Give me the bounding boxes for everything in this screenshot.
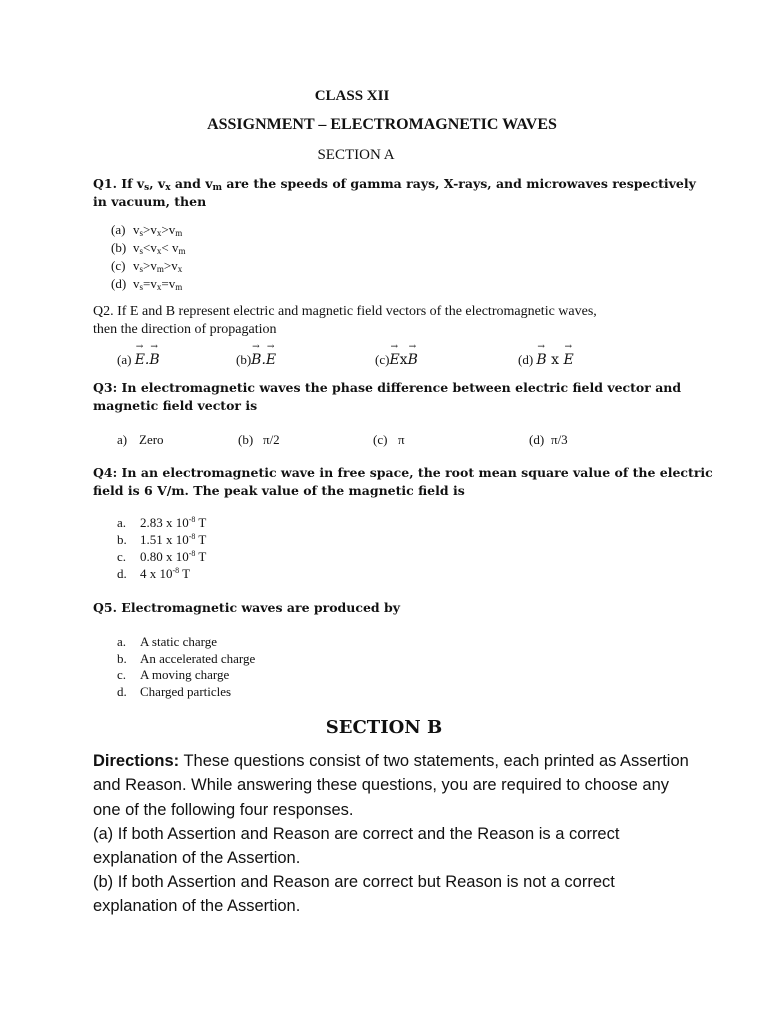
q5-option-d-text: Charged particles (140, 684, 232, 699)
q4-option-b-label: b. (117, 532, 127, 547)
q1-option-d-part: v (133, 276, 140, 291)
q1-text-post: are the speeds of gamma rays, X-rays, and microwaves respectively (222, 176, 696, 191)
q4-option-b-unit: T (195, 532, 207, 547)
q4-option-a-exponent: -8 (188, 515, 196, 524)
q4-option-d-base: 4 x 10 (140, 566, 173, 581)
q5-option-d-label: d. (117, 684, 127, 699)
q2-option-d-operator: x (551, 352, 560, 368)
q4-option-d-label: d. (117, 566, 127, 581)
q1-option-a-sub: x (156, 228, 162, 238)
q4-question-line1: Q4: In an electromagnetic wave in free space, the root mean square value of the electric (93, 465, 713, 480)
q1-option-b-part: <v (143, 240, 157, 255)
q1-option-a (111, 222, 182, 238)
q5-option-c-label: c. (117, 667, 127, 682)
q5-option-a (117, 634, 217, 650)
q2-option-a-label: (a) (117, 352, 132, 367)
q2-option-b-vector-1: → B (251, 352, 261, 368)
q1-text-mid2: and v (170, 176, 213, 191)
q3-option-c-label: (c) (373, 432, 388, 447)
q1-option-d-sub: s (139, 282, 144, 292)
q4-option-c-label: c. (117, 549, 127, 564)
q5-option-b-text: An accelerated charge (140, 651, 256, 666)
q2-question-line1: Q2. If E and B represent electric and magnetic field vectors of the electromagnetic waves, (93, 304, 597, 319)
section-b-response-b: (b) If both Assertion and Reason are correct but Reason is not a correct explanation of the Assertion. (93, 873, 615, 916)
q1-option-c-sub: x (177, 264, 183, 274)
q3-option-c (373, 432, 405, 448)
q4-option-d-exponent: -8 (172, 566, 180, 575)
q3-option-d (529, 432, 568, 448)
q1-option-d-part: =v (143, 276, 157, 291)
q1-option-a-sub: s (139, 228, 144, 238)
q4-option-c-base: 0.80 x 10 (140, 549, 189, 564)
q5-option-b-label: b. (117, 651, 127, 666)
q1-option-c-sub: s (139, 264, 144, 274)
q2-option-a-vector-2: → B (149, 352, 159, 368)
q2-option-b-vector-2: → E (266, 352, 276, 368)
q2-question-line2: then the direction of propagation (93, 322, 277, 337)
q4-option-a-unit: T (195, 515, 207, 530)
directions-text: These questions consist of two statements, each printed as Assertion and Reason. While answering these questions, you are required to choose any one of the following four responses. (93, 752, 689, 819)
q5-option-a-text: A static charge (140, 634, 218, 649)
q4-option-b (117, 532, 206, 548)
q1-text-pre: Q1. If v (93, 176, 145, 191)
q1-option-b (111, 240, 185, 256)
q1-option-c (111, 258, 182, 274)
q3-question-line1: Q3: In electromagnetic waves the phase difference between electric field vector and (93, 380, 682, 395)
q3-option-d-label: (d) (529, 432, 545, 447)
q2-option-a (117, 352, 160, 368)
q4-option-c-exponent: -8 (188, 549, 196, 558)
section-b-response-a: (a) If both Assertion and Reason are correct and the Reason is a correct explanation of the Assertion. (93, 825, 620, 868)
q2-option-c (375, 352, 418, 368)
q4-question-line2: field is 6 V/m. The peak value of the magnetic field is (93, 483, 465, 498)
q5-option-d (117, 684, 231, 700)
q2-option-d-vector-2: → E (564, 352, 574, 368)
q1-sub-x: x (165, 183, 171, 193)
q1-option-d-sub: x (156, 282, 162, 292)
q2-option-d (518, 352, 574, 368)
q5-question-line1: Q5. Electromagnetic waves are produced by (93, 600, 401, 615)
q1-option-a-part: v (133, 222, 140, 237)
q2-option-c-vector-1: → E (389, 352, 399, 368)
q1-option-c-part: >v (143, 258, 157, 273)
q3-option-d-text: π/3 (551, 432, 568, 447)
q3-question-line2: magnetic field vector is (93, 398, 258, 413)
q5-option-a-label: a. (117, 634, 127, 649)
q1-option-c-sub: m (156, 264, 164, 274)
q1-question-line1 (93, 176, 696, 193)
q1-option-b-label: (b) (111, 240, 127, 255)
q1-option-d-sub: m (175, 282, 183, 292)
q2-option-b-operator: . (261, 352, 266, 368)
q1-sub-s: s (144, 183, 150, 193)
q2-option-c-vector-2: → B (408, 352, 418, 368)
q4-option-b-base: 1.51 x 10 (140, 532, 189, 547)
q1-option-a-part: >v (143, 222, 157, 237)
q3-option-c-text: π (398, 432, 405, 447)
q2-option-d-label: (d) (518, 352, 534, 367)
q4-option-c (117, 549, 206, 565)
q1-option-a-sub: m (175, 228, 183, 238)
q1-option-c-part: v (133, 258, 140, 273)
q3-option-b (238, 432, 280, 448)
q1-option-d-label: (d) (111, 276, 127, 291)
assignment-title: ASSIGNMENT – ELECTROMAGNETIC WAVES (207, 116, 557, 133)
q3-option-b-label: (b) (238, 432, 254, 447)
q2-option-a-operator: . (144, 352, 150, 368)
q1-option-b-part: v (133, 240, 140, 255)
q1-option-b-sub: m (178, 246, 186, 256)
q1-option-c-label: (c) (111, 258, 126, 273)
q1-option-b-sub: s (139, 246, 144, 256)
q2-option-b-label: (b) (236, 352, 252, 367)
q5-option-c-text: A moving charge (140, 667, 230, 682)
q4-option-d (117, 566, 190, 582)
q1-text-mid1: , v (149, 176, 166, 191)
class-title: CLASS XII (314, 88, 390, 104)
q3-option-a (117, 432, 164, 448)
q4-option-d-unit: T (179, 566, 191, 581)
directions-label: Directions: (93, 752, 180, 770)
q5-option-b (117, 651, 255, 667)
q1-option-c-part: >v (163, 258, 178, 273)
q2-option-a-vector-1: → E (135, 352, 145, 368)
q4-option-b-exponent: -8 (188, 532, 196, 541)
q1-sub-m: m (212, 183, 222, 193)
q3-option-b-text: π/2 (263, 432, 280, 447)
q3-option-a-label: a) (117, 432, 128, 447)
q4-option-a-base: 2.83 x 10 (140, 515, 189, 530)
section-b-directions (93, 749, 693, 822)
q1-option-d (111, 276, 182, 292)
q4-option-c-unit: T (195, 549, 207, 564)
section-b-heading: SECTION B (325, 717, 443, 738)
q1-option-b-sub: x (156, 246, 162, 256)
q5-option-c (117, 667, 229, 683)
q4-option-a-label: a. (117, 515, 127, 530)
q2-option-d-vector-1: → B (536, 352, 546, 368)
q1-question-line2: in vacuum, then (93, 194, 207, 209)
q2-option-c-label: (c) (375, 352, 390, 367)
q1-option-a-part: >v (161, 222, 176, 237)
q1-option-d-part: =v (161, 276, 176, 291)
section-a-heading: SECTION A (317, 147, 395, 163)
q3-option-a-text: Zero (139, 432, 164, 447)
q2-option-b (236, 352, 276, 368)
q4-option-a (117, 515, 206, 531)
q2-option-c-operator: x (399, 352, 408, 368)
q1-option-a-label: (a) (111, 222, 126, 237)
q1-option-b-part: < v (161, 240, 179, 255)
